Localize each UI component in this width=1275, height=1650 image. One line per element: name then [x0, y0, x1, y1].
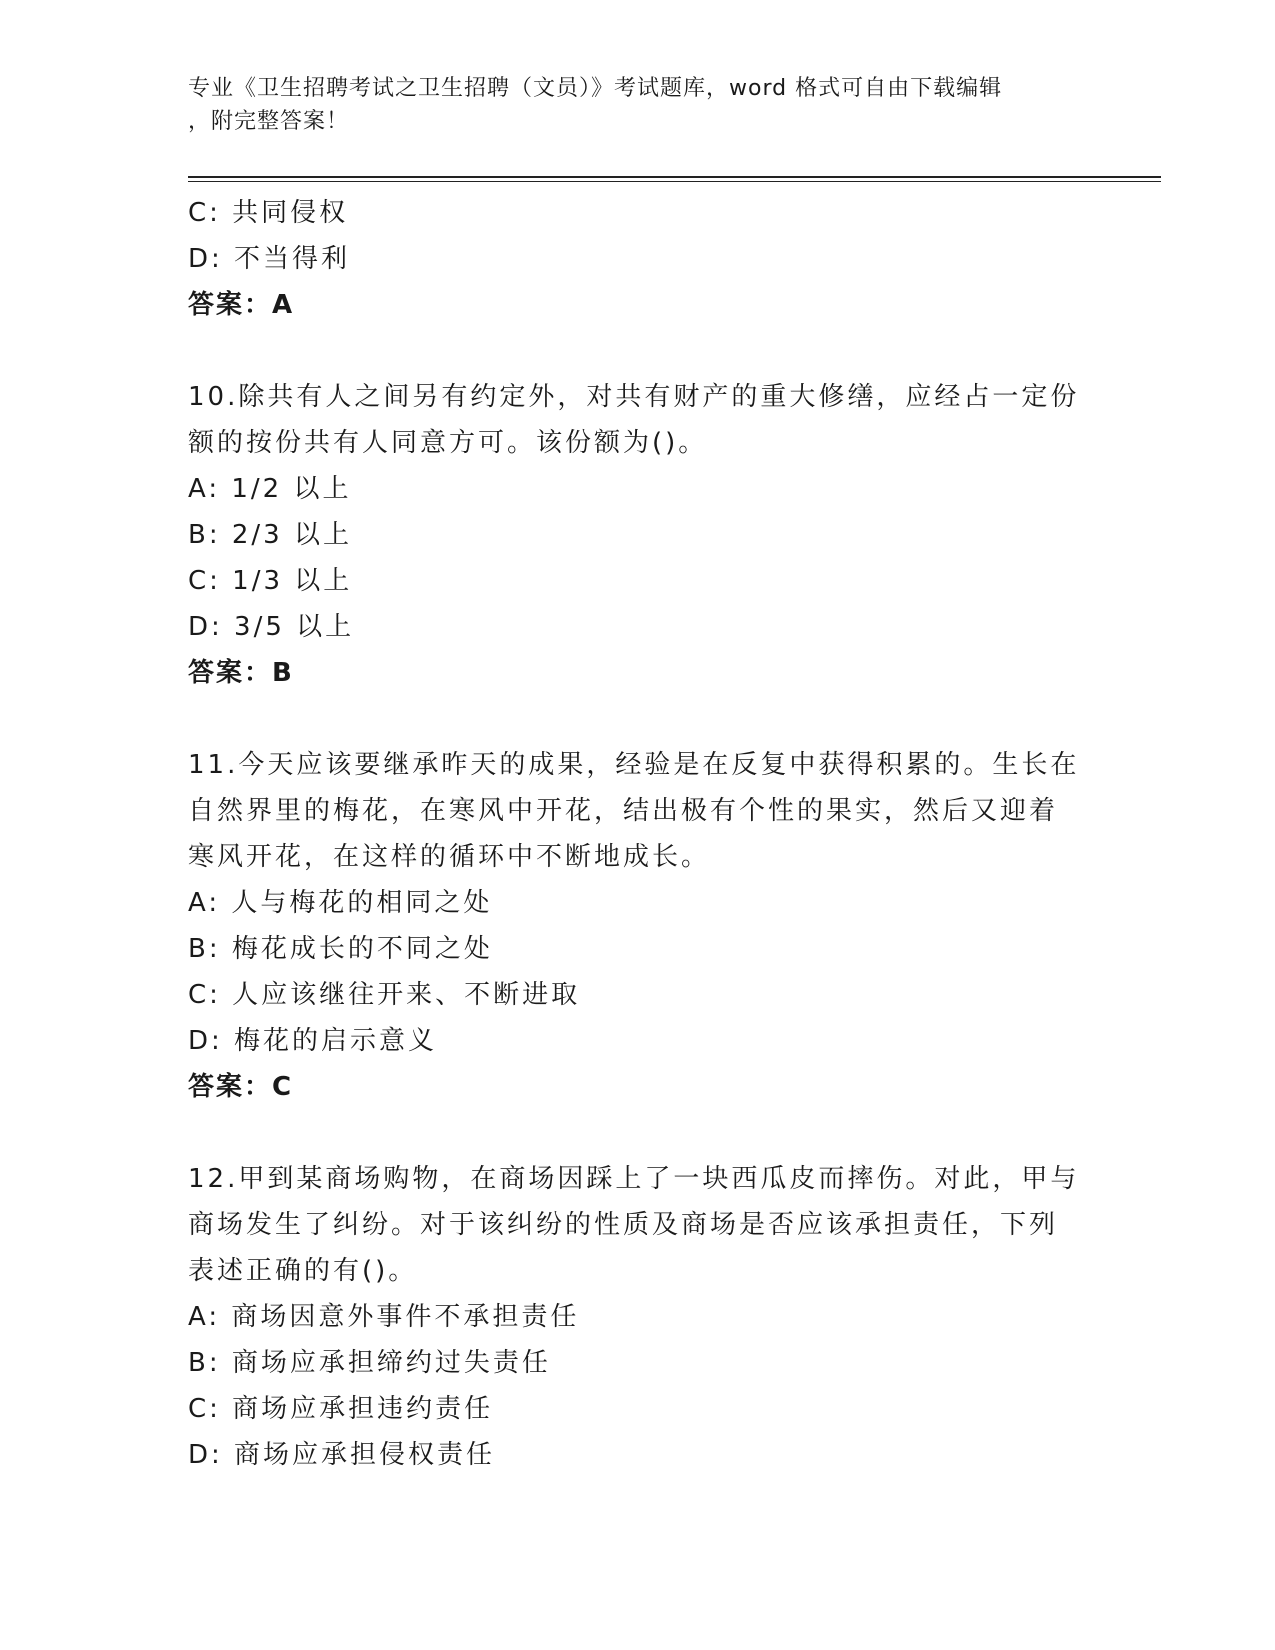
- option-c: C: 商场应承担违约责任: [188, 1394, 494, 1424]
- spacer: [188, 1110, 1088, 1156]
- option-c: C: 1/3 以上: [188, 566, 353, 596]
- header-line-1: 专业《卫生招聘考试之卫生招聘（文员）》考试题库，word 格式可自由下载编辑: [188, 76, 1003, 101]
- option-a: A: 人与梅花的相同之处: [188, 888, 493, 918]
- question-9-tail: [188, 190, 1088, 328]
- answer-label: 答案：C: [188, 1072, 294, 1102]
- question-text: 额的按份共有人同意方可。该份额为()。: [188, 428, 708, 458]
- question-text: 表述正确的有()。: [188, 1256, 418, 1286]
- question-text: 寒风开花，在这样的循环中不断地成长。: [188, 842, 711, 872]
- option-c: C: 人应该继往开来、不断进取: [188, 980, 581, 1010]
- question-12: [188, 1156, 1088, 1478]
- header-divider-thick: [188, 176, 1161, 178]
- answer-label: 答案：B: [188, 658, 294, 688]
- option-d: D: 商场应承担侵权责任: [188, 1440, 496, 1470]
- question-text: 11.今天应该要继承昨天的成果，经验是在反复中获得积累的。生长在: [188, 750, 1080, 780]
- option-d: D: 3/5 以上: [188, 612, 355, 642]
- option-b: B: 商场应承担缔约过失责任: [188, 1348, 551, 1378]
- option-c: C: 共同侵权: [188, 198, 349, 228]
- question-text: 10.除共有人之间另有约定外，对共有财产的重大修缮，应经占一定份: [188, 382, 1080, 412]
- option-d: D: 不当得利: [188, 244, 351, 274]
- question-11: [188, 742, 1088, 1110]
- header-divider-thin: [188, 181, 1161, 182]
- page-header: [188, 72, 1068, 138]
- question-text: 12.甲到某商场购物，在商场因踩上了一块西瓜皮而摔伤。对此，甲与: [188, 1164, 1080, 1194]
- option-a: A: 商场因意外事件不承担责任: [188, 1302, 580, 1332]
- question-text: 商场发生了纠纷。对于该纠纷的性质及商场是否应该承担责任，下列: [188, 1210, 1059, 1240]
- answer-label: 答案：A: [188, 290, 295, 320]
- header-line-2: ，附完整答案！: [188, 109, 350, 134]
- question-list: [188, 190, 1088, 1478]
- option-d: D: 梅花的启示意义: [188, 1026, 438, 1056]
- option-a: A: 1/2 以上: [188, 474, 352, 504]
- option-b: B: 梅花成长的不同之处: [188, 934, 493, 964]
- spacer: [188, 328, 1088, 374]
- spacer: [188, 696, 1088, 742]
- option-b: B: 2/3 以上: [188, 520, 352, 550]
- question-text: 自然界里的梅花，在寒风中开花，结出极有个性的果实，然后又迎着: [188, 796, 1059, 826]
- question-10: [188, 374, 1088, 696]
